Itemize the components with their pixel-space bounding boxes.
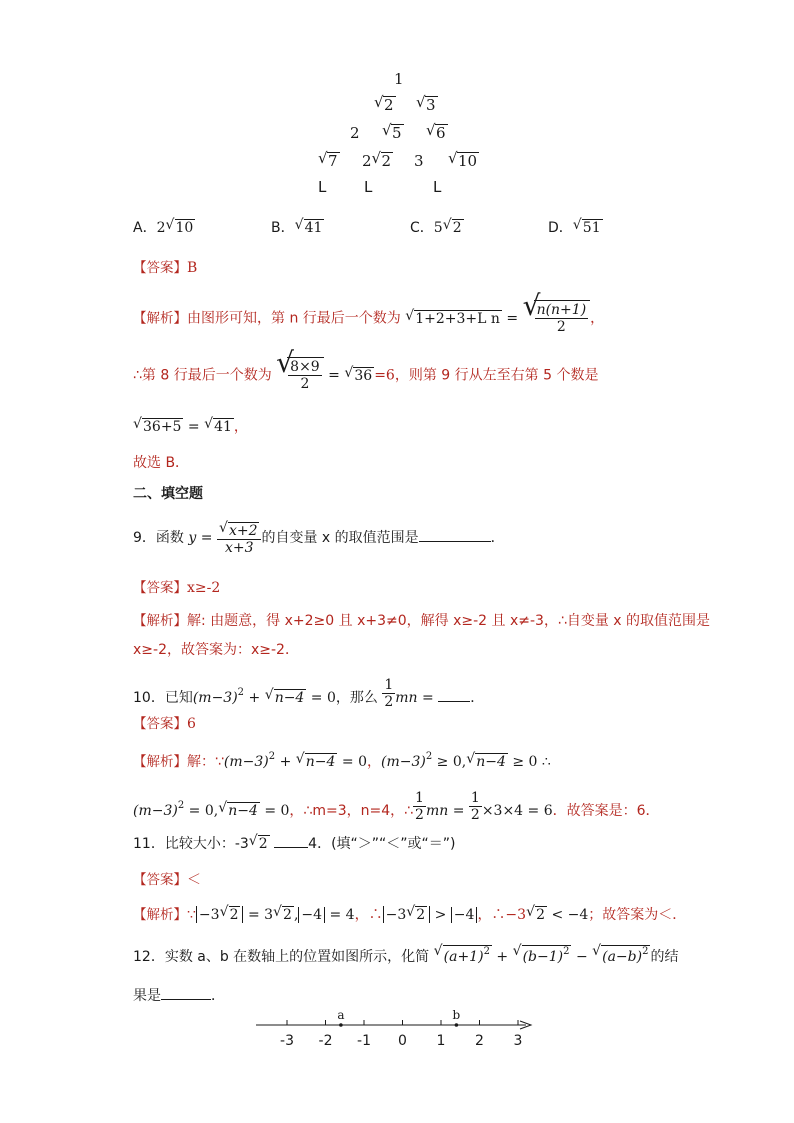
tick-label: -2: [318, 1033, 333, 1049]
tri-sqrt10: √ 10: [448, 149, 478, 170]
q8-analysis-line3: √ 36+5 = √ 41 ，: [133, 416, 248, 435]
tri-2sqrt2: 2 √ 2: [362, 149, 392, 170]
q9-analysis-line1: 【解析】解: 由题意，得 x+2≥0 且 x+3≠0，解得 x≥-2 且 x≠-3，∴自变量 x 的取值范围是: [133, 613, 711, 629]
tick-label: 3: [513, 1033, 523, 1049]
tick-label: 1: [436, 1033, 446, 1049]
q8-conclusion: 故选 B．: [133, 455, 190, 471]
q10-analysis-line2: $(m-3)^2 = 0$, √ n−4 = 0，∴m=3，n=4，∴ $\frac{1}{2}$ mn = $\frac{1}{2}$ ×3×4 = 6．故答案是：6．: [133, 790, 660, 824]
tri-3: 3: [414, 152, 424, 170]
q8-analysis-line2: ∴第 8 行最后一个数为 √ $\frac{8\times 9}{2}$ = √ 36 =6，则第 9 行从左至右第 5 个数是: [133, 346, 599, 393]
tri-1: 1: [394, 70, 404, 88]
tick-label: -1: [357, 1033, 371, 1049]
tri-sqrt2: √ 2: [374, 93, 394, 114]
number-line: [250, 1005, 540, 1050]
q12-question-line1: 12．实数 a、b 在数轴上的位置如图所示，化简 √ $(a+1)^2$ + √ $(b-1)^2$ − √ $(a-b)^2$ 的结: [133, 943, 679, 965]
q9-analysis-line2: x≥-2，故答案为：x≥-2．: [133, 642, 299, 658]
q10-answer: 【答案】6: [133, 716, 196, 732]
q11-analysis: 【解析】∵ −3 √ 2 = 3 √ 2 , −4 = 4，∴ −3 √ 2 > −4 ，∴−3 √ 2 < −4；故答案为＜．: [133, 904, 687, 923]
option-c: C．5 √ 2: [410, 217, 462, 236]
tri-ellipsis-1: L: [318, 178, 327, 196]
tri-ellipsis-3: L: [433, 178, 442, 196]
tick-label: -3: [280, 1033, 294, 1049]
tri-sqrt3: √ 3: [416, 93, 436, 114]
tri-2: 2: [350, 124, 360, 142]
q8-answer: 【答案】B: [133, 260, 198, 276]
q12-question-line2: 果是 ．: [133, 988, 225, 1004]
q11-answer: 【答案】＜: [133, 872, 201, 888]
tick-label: 2: [475, 1033, 484, 1049]
tri-sqrt7: √ 7: [318, 149, 338, 170]
q9-answer: 【答案】x≥-2: [133, 580, 221, 596]
tri-sqrt5: √ 5: [382, 121, 402, 142]
point-b: [455, 1023, 459, 1027]
option-b: B． √ 41: [271, 217, 323, 236]
option-a: A．2 √ 10: [133, 217, 194, 236]
tri-ellipsis-2: L: [364, 178, 373, 196]
q8-analysis-line1: 【解析】由图形可知，第 n 行最后一个数为 √ 1+2+3+L n = √ $\frac{n(n+1)}{2}$ ，: [133, 289, 605, 336]
tri-sqrt6: √ 6: [426, 121, 446, 142]
q11-question: 11．比较大小：-3 √ 2 4．(填“＞”“＜”或“＝”): [133, 833, 456, 852]
section-title: 二、填空题: [133, 486, 203, 502]
q10-question: 10．已知$(m-3)^2$ + √ n−4 = 0，那么 $\frac{1}{2}$ mn = ．: [133, 677, 485, 711]
point-a: [339, 1023, 343, 1027]
q9-question: 9．函数 y = √ x+2 x+3 的自变量 x 的取值范围是 ．: [133, 520, 505, 557]
point-label-a: a: [337, 1008, 345, 1022]
q10-analysis-line1: 【解析】解：$\because(m-3)^2$ + √ n−4 = 0，$(m-3)^2 \ge 0$, √ n−4 ≥ 0 ∴: [133, 751, 551, 770]
tick-label: 0: [398, 1033, 407, 1049]
option-d: D． √ 51: [548, 217, 601, 236]
point-label-b: b: [452, 1008, 461, 1022]
